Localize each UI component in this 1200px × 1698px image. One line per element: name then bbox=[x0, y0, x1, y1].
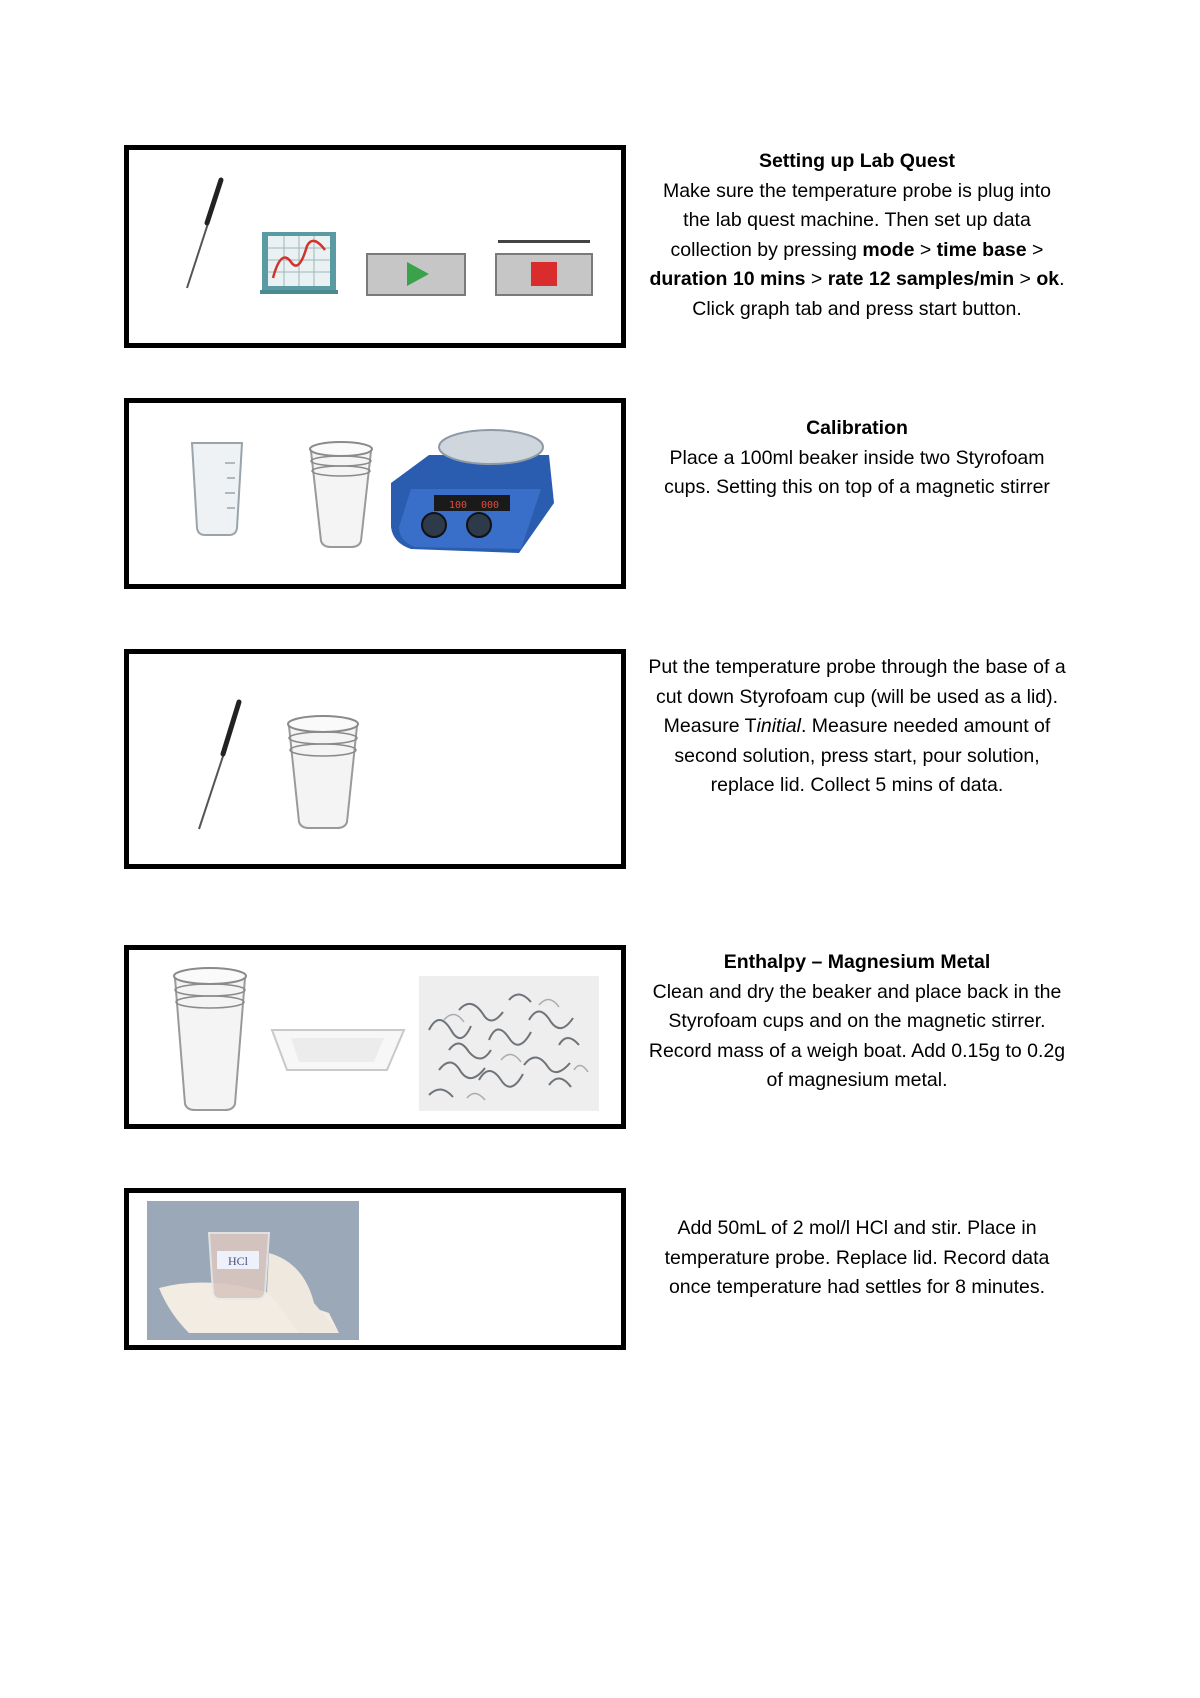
hcl-beaker-photo-icon bbox=[147, 1201, 359, 1340]
temperature-probe-icon bbox=[187, 180, 221, 288]
step-4-body: Clean and dry the beaker and place back in the Styrofoam cups and on the magnetic stirrer. Record mass of a weigh boat. Add 0.15g to 0.2g of magnesium metal. bbox=[648, 980, 1066, 1091]
stop-button-icon bbox=[496, 240, 592, 295]
stirrer-display-left: 100 bbox=[449, 500, 468, 511]
bold-term: ok bbox=[1036, 268, 1060, 290]
magnetic-stirrer-icon bbox=[391, 430, 554, 553]
step-2-body: Place a 100ml beaker inside two Styrofoam cups. Setting this on top of a magnetic stirrer bbox=[664, 446, 1050, 498]
step-2-title: Calibration bbox=[806, 417, 908, 439]
bold-term: duration 10 mins bbox=[649, 268, 806, 290]
bold-term: rate 12 samples/min bbox=[827, 268, 1015, 290]
play-button-icon bbox=[367, 254, 465, 295]
step-1-title: Setting up Lab Quest bbox=[758, 150, 956, 172]
step-2-text bbox=[648, 414, 1066, 503]
beaker-label: HCl bbox=[227, 1254, 249, 1268]
stirrer-display-right: 000 bbox=[481, 500, 500, 511]
weigh-boat-icon bbox=[272, 1030, 404, 1070]
step-5-text bbox=[648, 1214, 1066, 1303]
step-4-title: Enthalpy – Magnesium Metal bbox=[723, 951, 991, 973]
magnesium-turnings-icon bbox=[419, 976, 599, 1111]
styrofoam-cups-icon bbox=[288, 716, 358, 828]
temperature-probe-icon bbox=[199, 702, 239, 829]
italic-term: initial bbox=[756, 715, 801, 737]
step-3-body: Put the temperature probe through the base of a cut down Styrofoam cup (will be used as a lid). Measure Tinitial. Measure needed amount of second solution, press start, pour solution, replace lid. Collect 5 mins of data. bbox=[648, 656, 1066, 796]
bold-term: mode bbox=[862, 238, 915, 261]
step-5-image-frame bbox=[124, 1188, 626, 1350]
step-3-text bbox=[648, 653, 1066, 801]
graph-icon bbox=[260, 232, 338, 294]
step-5-body: Add 50mL of 2 mol/l HCl and stir. Place in temperature probe. Replace lid. Record data once temperature had settles for 8 minutes. bbox=[664, 1217, 1050, 1298]
step-2-image-frame bbox=[124, 398, 626, 589]
styrofoam-cups-icon bbox=[310, 442, 372, 547]
step-1-image-frame bbox=[124, 145, 626, 348]
step-4-image-frame bbox=[124, 945, 626, 1129]
step-1-body: Make sure the temperature probe is plug into the lab quest machine. Then set up data collection by pressing mode > time base > duration 10 mins > rate 12 samples/min > ok. Click graph tab and press start button. bbox=[649, 179, 1065, 320]
styrofoam-cups-icon bbox=[174, 968, 246, 1110]
beaker-icon bbox=[192, 443, 242, 535]
step-1-text bbox=[648, 147, 1066, 324]
bold-term: time base bbox=[936, 238, 1027, 261]
step-4-text bbox=[648, 948, 1066, 1096]
step-3-image-frame bbox=[124, 649, 626, 869]
